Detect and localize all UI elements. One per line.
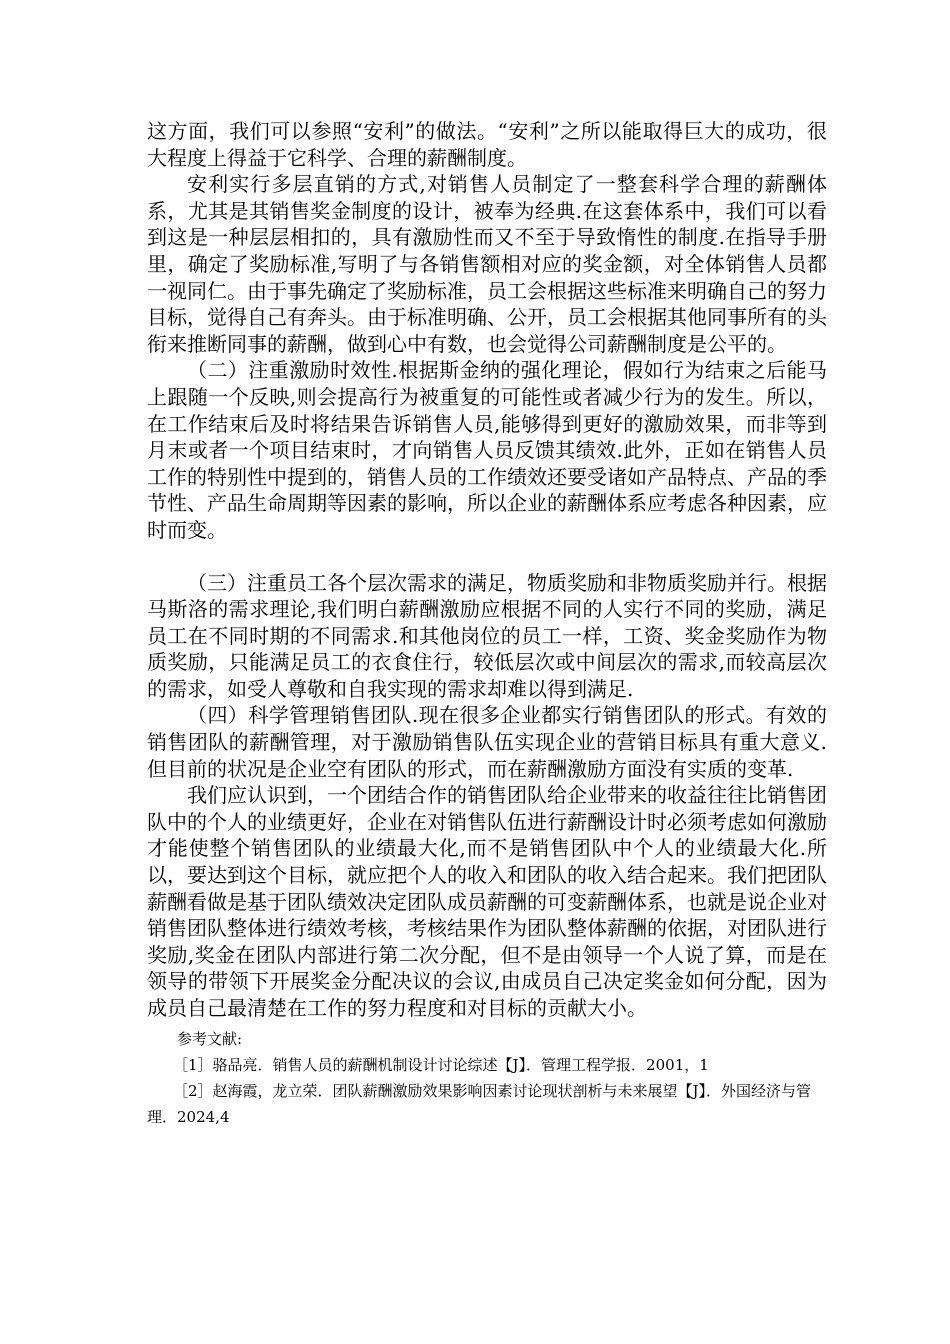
paragraph-2: 安利实行多层直销的方式,对销售人员制定了一整套科学合理的薪酬体系，尤其是其销售奖金制度的设计，被奉为经典.在这套体系中，我们可以看到这是一种层层相扣的，具有激励性而又不至于导致惰性的制度.在指导手册里，确定了奖励标准,写明了与各销售额相对应的奖金额，对全体销售人员都一视同仁。由于事先确定了奖励标准，员工会根据这些标准来明确自己的努力目标，觉得自己有奔头。由于标准明确、公开，员工会根据其他同事所有的头衔来推断同事的薪酬，做到心中有数，也会觉得公司薪酬制度是公平的。	[147, 172, 827, 356]
references-section	[147, 1026, 827, 1130]
reference-item-1: ［1］骆品亮．销售人员的薪酬机制设计讨论综述【J】．管理工程学报．2001，1	[173, 1055, 709, 1074]
paragraph-1: 这方面，我们可以参照“安利”的做法。“安利”之所以能取得巨大的成功，很大程度上得益于它科学、合理的薪酬制度。	[147, 119, 827, 170]
paragraph-4: （三）注重员工各个层次需求的满足，物质奖励和非物质奖励并行。根据马斯洛的需求理论,我们明白薪酬激励应根据不同的人实行不同的奖励，满足员工在不同时期的不同需求.和其他岗位的员工一样，工资、奖金奖励作为物质奖励，只能满足员工的衣食住行，较低层次或中间层次的需求,而较高层次的需求，如受人尊敬和自我实现的需求却难以得到满足.	[147, 570, 827, 701]
paragraph-6: 我们应认识到，一个团结合作的销售团队给企业带来的收益往往比销售团队中的个人的业绩更好，企业在对销售队伍进行薪酬设计时必须考虑如何激励才能使整个销售团队的业绩最大化,而不是销售团队中个人的业绩最大化.所以，要达到这个目标，就应把个人的收入和团队的收入结合起来。我们把团队薪酬看做是基于团队绩效决定团队成员薪酬的可变薪酬体系，也就是说企业对销售团队整体进行绩效考核，考核结果作为团队整体薪酬的依据，对团队进行奖励,奖金在团队内部进行第二次分配，但不是由领导一个人说了算，而是在领导的带领下开展奖金分配决议的会议,由成员自己决定奖金如何分配，因为成员自己最清楚在工作的努力程度和对目标的贡献大小。	[147, 783, 827, 1020]
paragraph-3: （二）注重激励时效性.根据斯金纳的强化理论，假如行为结束之后能马上跟随一个反映,则会提高行为被重复的可能性或者减少行为的发生。所以，在工作结束后及时将结果告诉销售人员,能够得到更好的激励效果，而非等到月末或者一个项目结束时，才向销售人员反馈其绩效.此外，正如在销售人员工作的特别性中提到的，销售人员的工作绩效还要受诸如产品特点、产品的季节性、产品生命周期等因素的影响，所以企业的薪酬体系应考虑各种因素，应时而变。	[147, 358, 827, 542]
paragraph-gap	[147, 544, 827, 570]
paragraph-5: （四）科学管理销售团队.现在很多企业都实行销售团队的形式。有效的销售团队的薪酬管理，对于激励销售队伍实现企业的营销目标具有重大意义.但目前的状况是企业空有团队的形式，而在薪酬激励方面没有实质的变革.	[147, 703, 827, 781]
references-heading: 参考文献:	[177, 1029, 243, 1048]
reference-item-2: ［2］赵海霞，龙立荣．团队薪酬激励效果影响因素讨论现状剖析与未来展望【J】．外国经济与管理．2024,4	[147, 1081, 812, 1126]
document-page	[147, 118, 827, 1130]
